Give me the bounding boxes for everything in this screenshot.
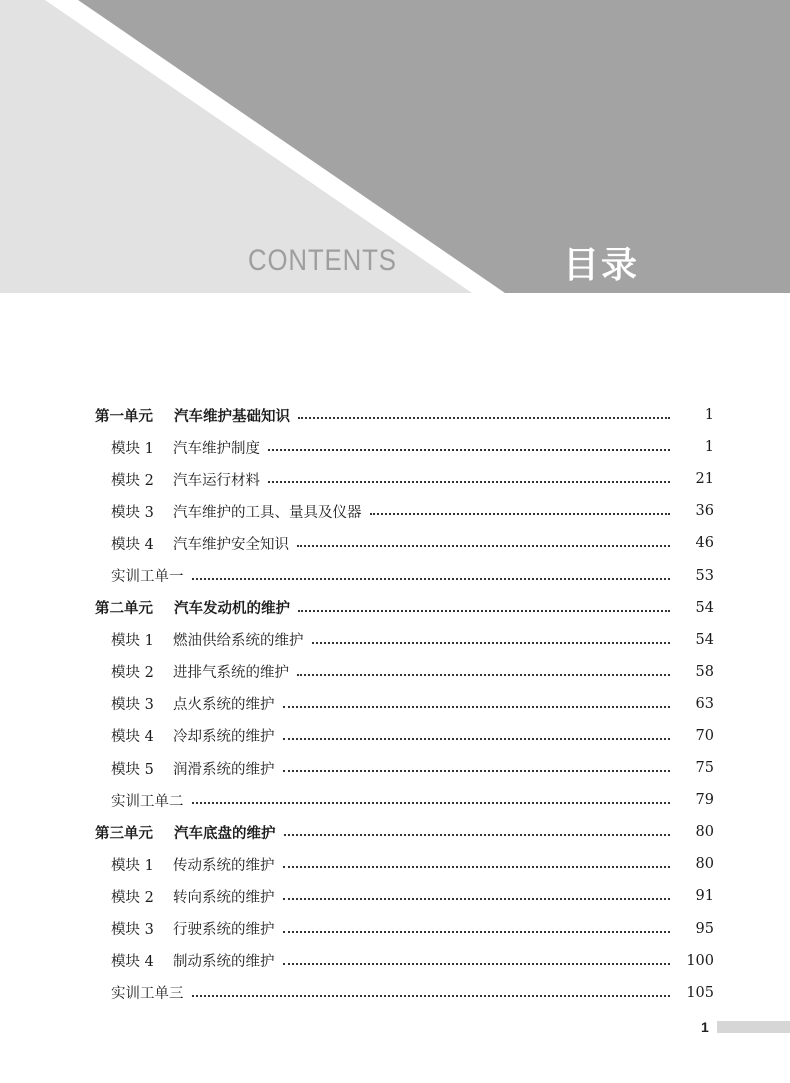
toc-entry-title: 实训工单一 xyxy=(111,569,184,586)
toc-entry-title: 实训工单二 xyxy=(111,793,184,810)
page-title: 目录 xyxy=(563,245,640,286)
toc-entry-page: 21 xyxy=(695,471,714,488)
dot-leader xyxy=(298,417,670,419)
toc-entry-page: 58 xyxy=(695,663,714,680)
toc-entry-module[interactable] xyxy=(0,656,790,688)
toc-entry-title: 行驶系统的维护 xyxy=(173,922,275,939)
toc-entry-page: 75 xyxy=(695,760,714,777)
dot-leader xyxy=(283,931,671,933)
toc-entry-title: 进排气系统的维护 xyxy=(173,665,289,682)
dot-leader xyxy=(192,802,671,804)
footer-bar xyxy=(717,1021,790,1033)
dot-leader xyxy=(283,770,671,772)
toc-entry-title: 传动系统的维护 xyxy=(173,857,275,874)
dot-leader xyxy=(283,963,671,965)
toc-entry-module[interactable] xyxy=(0,463,790,495)
toc-entry-title: 转向系统的维护 xyxy=(173,889,275,906)
toc-entry-title: 汽车底盘的维护 xyxy=(174,825,276,842)
toc-entry-number: 模块 3 xyxy=(111,697,154,714)
toc-entry-number: 第三单元 xyxy=(95,825,153,842)
toc-entry-worksheet[interactable] xyxy=(0,559,790,591)
toc-entry-unit[interactable] xyxy=(0,816,790,848)
toc-entry-page: 70 xyxy=(695,727,714,744)
toc-entry-number: 第二单元 xyxy=(95,601,153,618)
toc-entry-module[interactable] xyxy=(0,720,790,752)
toc-entry-module[interactable] xyxy=(0,752,790,784)
toc-entry-number: 模块 3 xyxy=(111,922,154,939)
toc-entry-worksheet[interactable] xyxy=(0,784,790,816)
toc-entry-module[interactable] xyxy=(0,495,790,527)
toc-entry-title: 冷却系统的维护 xyxy=(173,729,275,746)
toc-entry-page: 100 xyxy=(686,952,714,969)
toc-entry-number: 第一单元 xyxy=(95,408,153,425)
toc-entry-number: 模块 2 xyxy=(111,889,154,906)
toc-entry-title: 润滑系统的维护 xyxy=(173,761,275,778)
toc-entry-number: 模块 1 xyxy=(111,857,154,874)
toc-entry-title: 汽车维护制度 xyxy=(173,440,260,457)
toc-entry-module[interactable] xyxy=(0,527,790,559)
toc-entry-title: 汽车运行材料 xyxy=(173,472,260,489)
toc-entry-number: 模块 4 xyxy=(111,954,154,971)
dot-leader xyxy=(283,706,671,708)
toc-entry-page: 80 xyxy=(695,856,714,873)
toc-entry-number: 模块 2 xyxy=(111,665,154,682)
toc-entry-module[interactable] xyxy=(0,880,790,912)
toc-entry-title: 点火系统的维护 xyxy=(173,697,275,714)
page-number: 1 xyxy=(701,1019,709,1035)
toc-entry-worksheet[interactable] xyxy=(0,977,790,1009)
toc-entry-page: 54 xyxy=(695,631,714,648)
toc-entry-title: 汽车发动机的维护 xyxy=(174,601,290,618)
toc-entry-page: 91 xyxy=(695,888,714,905)
toc-entry-module[interactable] xyxy=(0,431,790,463)
dot-leader xyxy=(298,610,670,612)
toc-entry-unit[interactable] xyxy=(0,592,790,624)
toc-entry-title: 汽车维护基础知识 xyxy=(174,408,290,425)
toc-entry-page: 36 xyxy=(695,503,714,520)
table-of-contents xyxy=(0,399,790,1009)
toc-entry-title: 汽车维护的工具、量具及仪器 xyxy=(173,504,362,521)
toc-entry-number: 模块 3 xyxy=(111,504,154,521)
toc-entry-page: 1 xyxy=(704,407,714,424)
toc-entry-module[interactable] xyxy=(0,688,790,720)
dot-leader xyxy=(297,545,670,547)
toc-entry-page: 1 xyxy=(704,439,714,456)
toc-entry-title: 汽车维护安全知识 xyxy=(173,536,289,553)
dot-leader xyxy=(268,481,670,483)
toc-entry-page: 95 xyxy=(695,920,714,937)
toc-entry-page: 54 xyxy=(695,599,714,616)
toc-entry-module[interactable] xyxy=(0,945,790,977)
toc-entry-number: 模块 4 xyxy=(111,536,154,553)
toc-entry-title: 燃油供给系统的维护 xyxy=(173,633,304,650)
toc-entry-title: 制动系统的维护 xyxy=(173,954,275,971)
dot-leader xyxy=(284,834,671,836)
dot-leader xyxy=(192,995,671,997)
toc-entry-page: 80 xyxy=(695,824,714,841)
dot-leader xyxy=(297,674,670,676)
toc-entry-number: 模块 5 xyxy=(111,761,154,778)
dot-leader xyxy=(370,513,671,515)
toc-entry-title: 实训工单三 xyxy=(111,986,184,1003)
toc-entry-number: 模块 2 xyxy=(111,472,154,489)
contents-word: CONTENTS xyxy=(248,244,397,277)
dot-leader xyxy=(192,578,671,580)
dot-leader xyxy=(283,866,671,868)
toc-entry-page: 79 xyxy=(695,792,714,809)
dot-leader xyxy=(268,449,670,451)
toc-entry-unit[interactable] xyxy=(0,399,790,431)
toc-entry-page: 105 xyxy=(686,984,714,1001)
dot-leader xyxy=(312,642,671,644)
toc-entry-module[interactable] xyxy=(0,624,790,656)
toc-entry-number: 模块 4 xyxy=(111,729,154,746)
toc-entry-number: 模块 1 xyxy=(111,633,154,650)
dot-leader xyxy=(283,898,671,900)
toc-entry-module[interactable] xyxy=(0,848,790,880)
toc-entry-page: 63 xyxy=(695,695,714,712)
toc-entry-page: 53 xyxy=(695,567,714,584)
toc-entry-number: 模块 1 xyxy=(111,440,154,457)
toc-entry-page: 46 xyxy=(695,535,714,552)
toc-entry-module[interactable] xyxy=(0,913,790,945)
dot-leader xyxy=(283,738,671,740)
